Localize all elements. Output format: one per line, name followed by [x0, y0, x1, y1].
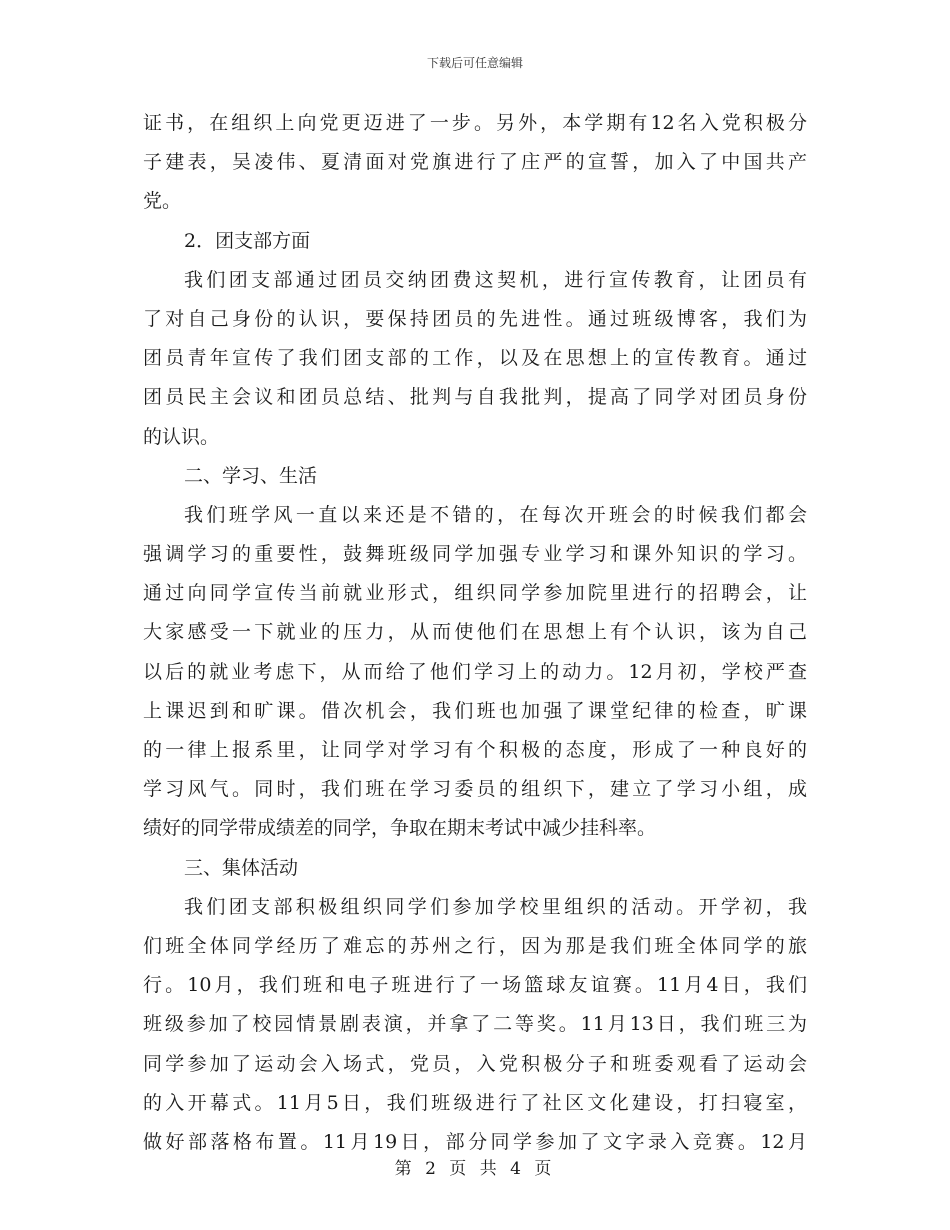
text-line: 团员青年宣传了我们团支部的工作，以及在思想上的宣传教育。通过 — [143, 347, 807, 370]
text-line: 团员民主会议和团员总结、批判与自我批判，提高了同学对团员身份 — [143, 386, 807, 409]
text-line: 做好部落格布置。11月19日，部分同学参加了文字录入竞赛。12月 — [143, 1130, 807, 1153]
text-line: 子建表，吴凌伟、夏清面对党旗进行了庄严的宣誓，加入了中国共产 — [143, 151, 807, 174]
text-line: 学习风气。同时，我们班在学习委员的组织下，建立了学习小组，成 — [143, 778, 807, 801]
text-line: 同学参加了运动会入场式，党员，入党积极分子和班委观看了运动会 — [143, 1052, 807, 1075]
text-line: 以后的就业考虑下，从而给了他们学习上的动力。12月初，学校严查 — [143, 660, 807, 683]
page-number: 第 2 页 共 4 页 — [394, 1159, 556, 1179]
text-line: 证书，在组织上向党更迈进了一步。另外，本学期有12名入党积极分 — [143, 112, 807, 134]
text-line: 我们班学风一直以来还是不错的，在每次开班会的时候我们都会 — [184, 503, 807, 526]
text-line: 2．团支部方面 — [184, 229, 311, 252]
text-line: 我们团支部通过团员交纳团费这契机，进行宣传教育，让团员有 — [184, 268, 807, 291]
text-line: 大家感受一下就业的压力，从而使他们在思想上有个认识，该为自己 — [143, 621, 807, 644]
text-line: 班级参加了校园情景剧表演，并拿了二等奖。11月13日，我们班三为 — [143, 1013, 807, 1036]
text-line: 强调学习的重要性，鼓舞班级同学加强专业学习和课外知识的学习。 — [143, 543, 807, 566]
text-line: 行。10月，我们班和电子班进行了一场篮球友谊赛。11月4日，我们 — [143, 974, 807, 997]
text-line: 上课迟到和旷课。借次机会，我们班也加强了课堂纪律的检查，旷课 — [143, 699, 807, 722]
text-line: 的认识。 — [143, 425, 220, 448]
text-line: 的一律上报系里，让同学对学习有个积极的态度，形成了一种良好的 — [143, 739, 807, 761]
text-line: 们班全体同学经历了难忘的苏州之行，因为那是我们班全体同学的旅 — [143, 934, 807, 957]
text-line: 我们团支部积极组织同学们参加学校里组织的活动。开学初，我 — [184, 895, 807, 918]
text-line: 了对自己身份的认识，要保持团员的先进性。通过班级博客，我们为 — [143, 307, 807, 330]
page-header-note: 下载后可任意编辑 — [426, 56, 523, 70]
text-line: 二、学习、生活 — [184, 464, 318, 487]
text-line: 三、集体活动 — [184, 856, 299, 879]
text-line: 的入开幕式。11月5日，我们班级进行了社区文化建设，打扫寝室， — [143, 1091, 807, 1114]
document-body — [143, 104, 807, 1162]
text-line: 绩好的同学带成绩差的同学，争取在期末考试中减少挂科率。 — [143, 817, 657, 840]
text-line: 党。 — [143, 190, 182, 213]
text-line: 通过向同学宣传当前就业形式，组织同学参加院里进行的招聘会，让 — [143, 582, 807, 605]
